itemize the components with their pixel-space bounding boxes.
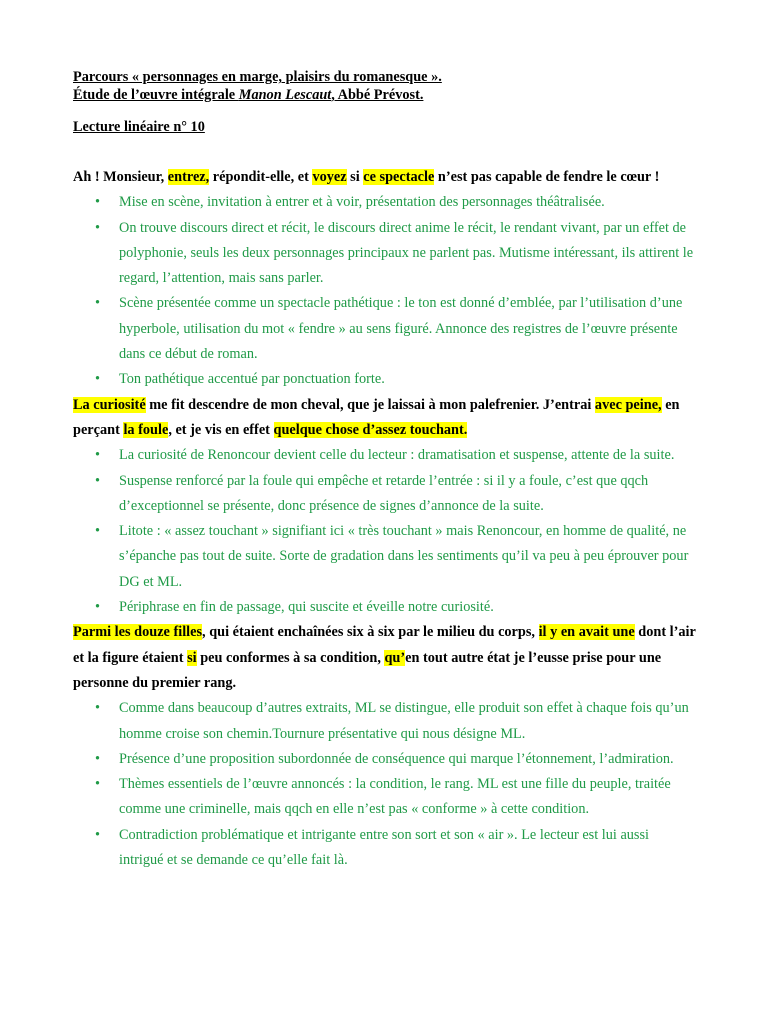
analysis-item: • Suspense renforcé par la foule qui empêche et retarde l’entrée : si il y a foule, c’est que qqch d’exceptionnel se présente, donc présence de signes d’annonce de la suite. (73, 469, 697, 520)
quote-text: Ah ! Monsieur, (73, 169, 168, 185)
quote-text: répondit-elle, et (209, 169, 313, 185)
analysis-item: • Périphrase en fin de passage, qui suscite et éveille notre curiosité. (73, 595, 697, 620)
analysis-item: • Scène présentée comme un spectacle pathétique : le ton est donné d’emblée, par l’utilisation d’une hyperbole, utilisation du mot « fendre » au sens figuré. Annonce des registres de l’œuvre présente dans ce début de roman. (73, 291, 697, 367)
highlighted-text: il y en avait une (538, 624, 635, 641)
highlighted-text: qu’ (384, 649, 406, 666)
analysis-item: • Contradiction problématique et intrigante entre son sort et son « air ». Le lecteur est lui aussi intrigué et se demande ce qu’elle fait là. (73, 823, 697, 874)
quote-text: , et je vis en effet (168, 421, 274, 438)
highlighted-text: voyez (312, 169, 347, 185)
quote-text: , qui étaient enchaînées six à six par le milieu du corps, (202, 624, 539, 641)
highlighted-text: ce spectacle (363, 169, 435, 185)
oeuvre-title (73, 86, 442, 104)
analysis-item: • Comme dans beaucoup d’autres extraits, ML se distingue, elle produit son effet à chaque fois qu’un homme croise son chemin.Tournure présentative qui nous désigne ML. (73, 696, 697, 747)
highlighted-text: avec peine, (594, 396, 662, 413)
quote-text: peu conformes à sa condition, (196, 649, 385, 666)
analysis-item: • Litote : « assez touchant » signifiant ici « très touchant » mais Renoncour, en homme de qualité, ne s’épanche pas tout de suite. Sorte de gradation dans les sentiments qu’il va peu à peu éprouver pour DG et ML. (73, 519, 697, 595)
analysis-item: • Thèmes essentiels de l’œuvre annoncés : la condition, le rang. ML est une fille du peuple, traitée comme une criminelle, mais qqch en elle n’est pas « conforme » à cette condition. (73, 772, 697, 823)
quote-text: en tout autre état je l’eusse prise pour une personne du premier rang. (73, 649, 662, 691)
parcours-title: Parcours « personnages en marge, plaisirs du romanesque ». (73, 69, 442, 85)
oeuvre-suffix: , Abbé Prévost. (331, 87, 424, 103)
quote-text: me fit descendre de mon cheval, que je laissai à mon palefrenier. J’entrai (145, 396, 595, 413)
quote-text: dont l’air et la figure étaient (73, 624, 696, 666)
highlighted-text: la foule (123, 421, 169, 438)
analysis-item: • Ton pathétique accentué par ponctuation forte. (73, 367, 697, 392)
analysis-item: • La curiosité de Renoncour devient celle du lecteur : dramatisation et suspense, attente de la suite. (73, 443, 697, 468)
quote-text: en perçant (73, 396, 680, 438)
highlighted-text: Parmi les douze filles (73, 624, 203, 641)
analysis-item: • Présence d’une proposition subordonnée de conséquence qui marque l’étonnement, l’admiration. (73, 747, 697, 772)
analysis-list (73, 190, 697, 392)
quote-paragraph (73, 620, 697, 696)
analysis-item: • Mise en scène, invitation à entrer et à voir, présentation des personnages théâtralisée. (73, 190, 697, 215)
quote-text: si (346, 169, 364, 185)
highlighted-text: quelque chose d’assez touchant. (273, 421, 468, 438)
highlighted-text: La curiosité (73, 396, 146, 413)
quote-paragraph (73, 165, 697, 190)
analysis-item: • On trouve discours direct et récit, le discours direct anime le récit, le rendant vivant, par un effet de polyphonie, seuls les deux personnages principaux ne parlent pas. Mutisme intéressant, ils attirent le regard, l’attention, mais sans parler. (73, 216, 697, 292)
quote-paragraph (73, 393, 697, 444)
analysis-list (73, 443, 697, 620)
oeuvre-prefix: Étude de l’œuvre intégrale (73, 87, 239, 103)
analysis-list (73, 696, 697, 873)
quote-text: n’est pas capable de fendre le cœur ! (434, 169, 660, 185)
lecture-title: Lecture linéaire n° 10 (73, 119, 205, 135)
book-title: Manon Lescaut (238, 87, 332, 103)
highlighted-text: entrez, (167, 169, 210, 185)
document-header (73, 68, 442, 104)
document-body (73, 165, 697, 873)
highlighted-text: si (187, 649, 197, 666)
